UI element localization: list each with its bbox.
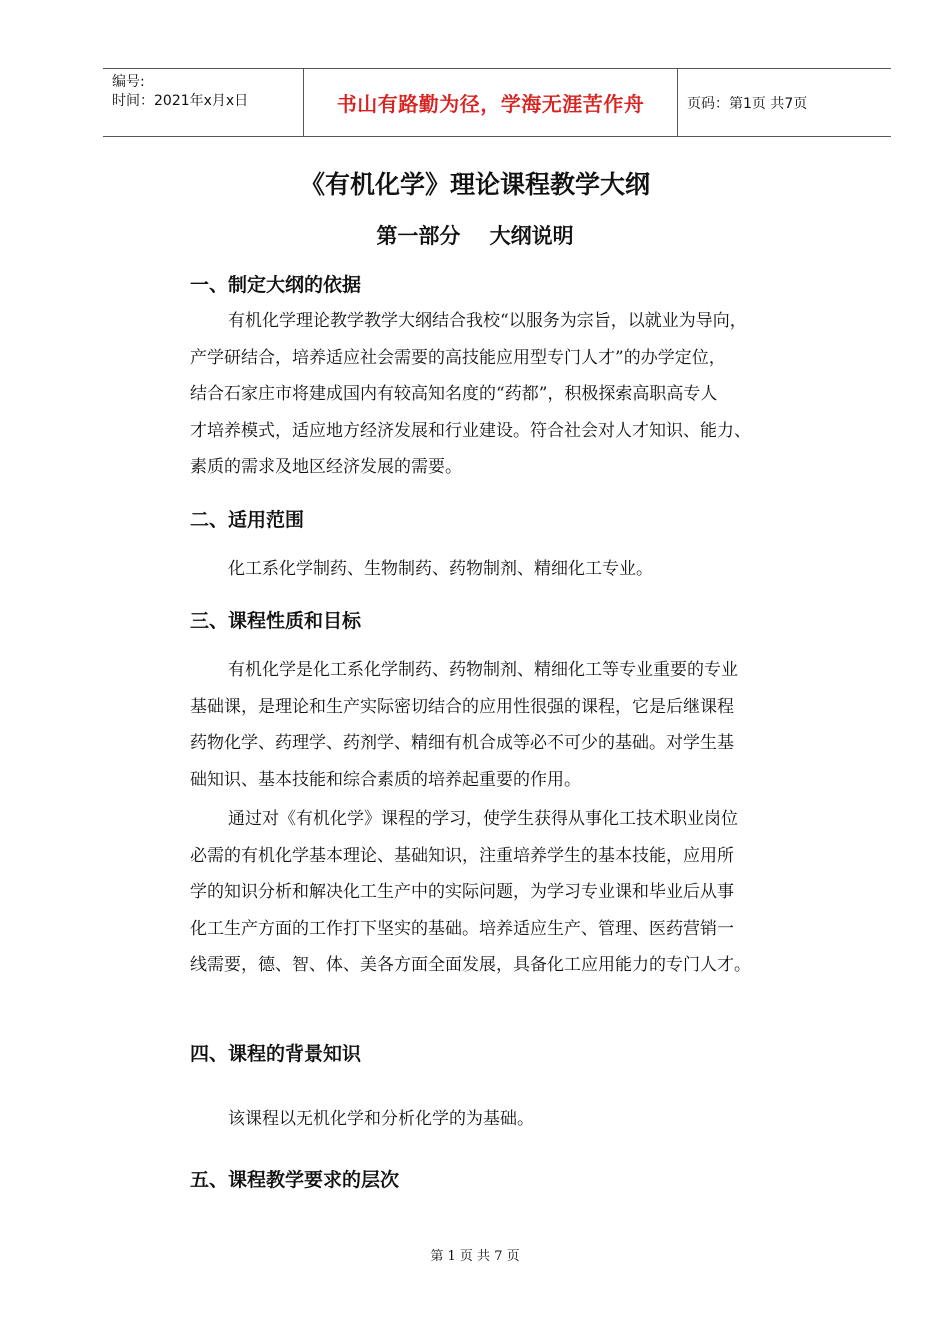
number-label: 编号: <box>112 74 145 90</box>
section-1-paragraph <box>190 303 820 486</box>
section-3-paragraph-1 <box>190 652 820 798</box>
paragraph-line: 必需的有机化学基本理论、基础知识，注重培养学生的基本技能，应用所 <box>190 845 734 866</box>
section-heading-5: 五、课程教学要求的层次 <box>190 1169 400 1191</box>
paragraph-line: 础知识、基本技能和综合素质的培养起重要的作用。 <box>190 769 581 790</box>
paragraph-line: 产学研结合，培养适应社会需要的高技能应用型专门人才”的办学定位， <box>190 347 726 368</box>
page-header <box>103 68 891 137</box>
paragraph-line: 药物化学、药理学、药剂学、精细有机合成等必不可少的基础。对学生基 <box>190 733 734 753</box>
section-heading-3: 三、课程性质和目标 <box>190 610 362 632</box>
document-title: 《有机化学》理论课程教学大纲 <box>299 170 650 199</box>
header-meta-cell <box>103 69 304 136</box>
paragraph-line: 有机化学是化工系化学制药、药物制剂、精细化工等专业重要的专业 <box>228 660 738 680</box>
paragraph-line: 结合石家庄市将建成国内有较高知名度的“药都”，积极探索高职高专人 <box>190 384 718 404</box>
section-heading-4: 四、课程的背景知识 <box>190 1043 362 1065</box>
paragraph-line: 化工系化学制药、生物制药、药物制剂、精细化工专业。 <box>228 559 653 579</box>
motto: 书山有路勤为径，学海无涯苦作舟 <box>336 92 645 116</box>
page-info: 页码：第1页 共7页 <box>687 95 808 112</box>
document-subtitle: 第一部分 大纲说明 <box>376 224 574 248</box>
paragraph-line: 该课程以无机化学和分析化学的为基础。 <box>228 1109 534 1129</box>
header-page-cell <box>678 69 891 136</box>
section-heading-2: 二、适用范围 <box>190 509 305 531</box>
section-4-paragraph <box>190 1101 820 1138</box>
section-2-paragraph <box>190 551 820 588</box>
paragraph-line: 有机化学理论教学教学大纲结合我校“以服务为宗旨，以就业为导向， <box>228 311 747 331</box>
paragraph-line: 素质的需求及地区经济发展的需要。 <box>190 457 462 477</box>
paragraph-line: 线需要，德、智、体、美各方面全面发展，具备化工应用能力的专门人才。 <box>190 955 751 975</box>
paragraph-line: 基础课，是理论和生产实际密切结合的应用性很强的课程，它是后继课程 <box>190 696 734 717</box>
page-footer: 第 1 页 共 7 页 <box>430 1249 520 1264</box>
paragraph-line: 化工生产方面的工作打下坚实的基础。培养适应生产、管理、医药营销一 <box>190 918 734 939</box>
time-label: 时间：2021年x月x日 <box>112 93 249 109</box>
paragraph-line: 学的知识分析和解决化工生产中的实际问题，为学习专业课和毕业后从事 <box>190 882 734 902</box>
section-heading-1: 一、制定大纲的依据 <box>190 274 362 296</box>
section-3-paragraph-2 <box>190 801 820 984</box>
header-motto-cell <box>304 69 678 136</box>
paragraph-line: 通过对《有机化学》课程的学习，使学生获得从事化工技术职业岗位 <box>228 809 738 829</box>
paragraph-line: 才培养模式，适应地方经济发展和行业建设。符合社会对人才知识、能力、 <box>190 420 751 441</box>
